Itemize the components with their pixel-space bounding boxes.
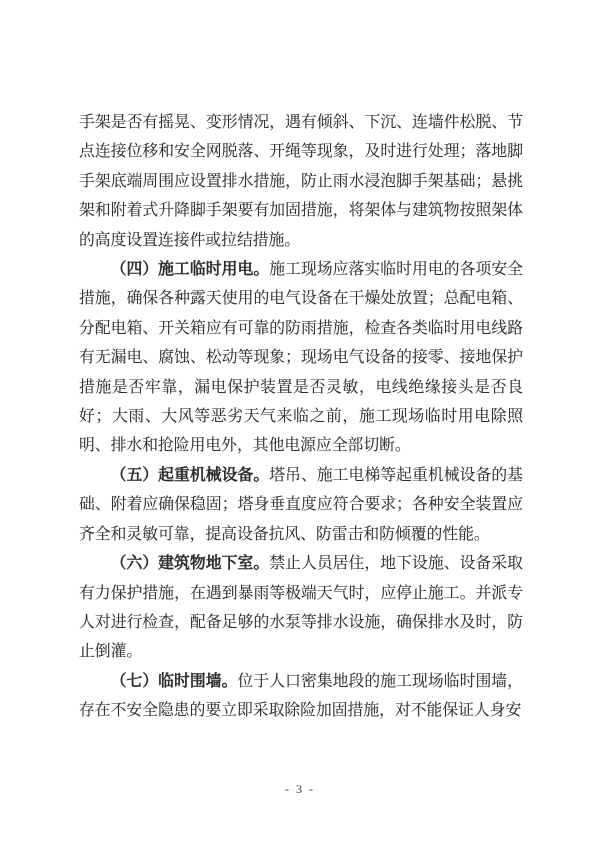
paragraph [79,461,523,549]
paragraph-text: 手架是否有摇晃、变形情况，遇有倾斜、下沉、连墙件松脱、节点连接位移和安全网脱落、开绳等现象，及时进行处理；落地脚手架底端周围应设置排水措施，防止雨水浸泡脚手架基础；悬挑架和附着式升降脚手架要有加固措施，将架体与建筑物按照架体的高度设置连接件或拉结措施。 [79,114,523,249]
paragraph-heading: （七）临时围墙。 [110,672,238,690]
paragraph [79,549,523,667]
paragraph-heading: （六）建筑物地下室。 [110,555,270,573]
paragraph-heading: （五）起重机械设备。 [110,466,270,484]
paragraph-text: 塔吊、施工电梯等起重机械设备的基础、附着应确保稳固；塔身垂直度应符合要求；各种安全装置应齐全和灵敏可靠，提高设备抗风、防雷击和防倾覆的性能。 [79,466,523,543]
paragraph [79,255,523,461]
paragraph-text: 禁止人员居住，地下设施、设备采取有力保护措施，在遇到暴雨等极端天气时，应停止施工。并派专人对进行检查，配备足够的水泵等排水设施，确保排水及时，防止倒灌。 [79,555,523,661]
page-number: - 3 - [285,782,315,796]
paragraph-text: 施工现场应落实临时用电的各项安全措施，确保各种露天使用的电气设备在干燥处放置；总配电箱、分配电箱、开关箱应有可靠的防雨措施，检查各类临时用电线路有无漏电、腐蚀、松动等现象；现场电气设备的接零、接地保护措施是否牢靠，漏电保护装置是否灵敏，电线绝缘接头是否良好；大雨、大风等恶劣天气来临之前，施工现场临时用电除照明、排水和抢险用电外，其他电源应全部切断。 [79,261,523,455]
paragraph [79,667,523,726]
document-body [79,108,523,726]
paragraph [79,108,523,255]
paragraph-heading: （四）施工临时用电。 [110,261,270,279]
paragraph-text: 位于人口密集地段的施工现场临时围墙，存在不安全隐患的要立即采取除险加固措施，对不能保证人身安 [79,672,523,720]
